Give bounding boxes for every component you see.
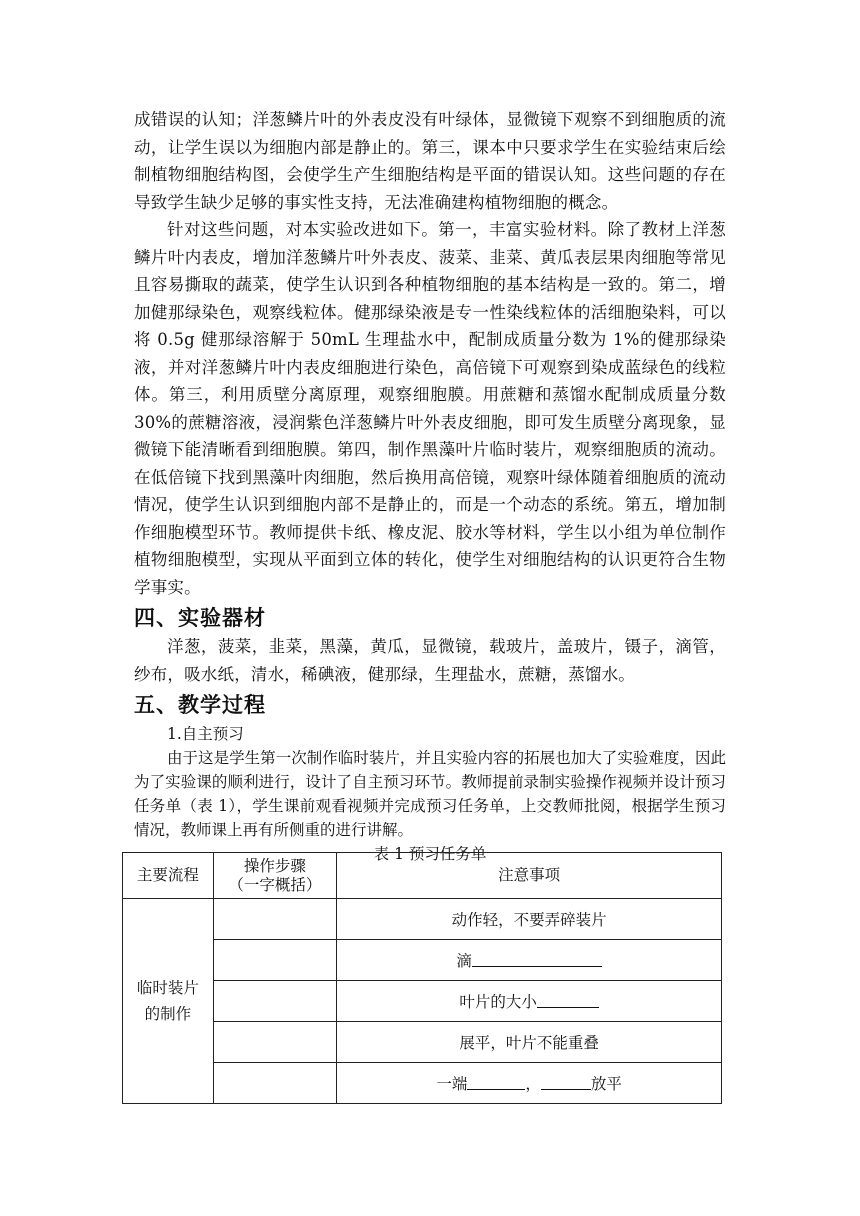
table-row (123, 981, 722, 1022)
table-header-row (123, 853, 722, 899)
fill-in-blank[interactable] (541, 1075, 591, 1090)
note-text: 滴 (456, 952, 472, 970)
note-cell (337, 981, 722, 1022)
note-cell (337, 1063, 722, 1104)
header-main-process-label: 主要流程 (136, 866, 199, 884)
note-text: ， (525, 1075, 541, 1093)
note-text: 一端 (436, 1075, 468, 1093)
subsection-title-self-preview: 1.自主预习 (167, 725, 244, 743)
step-cell[interactable] (213, 981, 337, 1022)
equipment-list: 洋葱，菠菜，韭菜，黑藻，黄瓜，显微镜，载玻片，盖玻片，镊子，滴管，纱布，吸水纸，清水，稀碘液，健那绿，生理盐水，蔗糖，蒸馏水。 (134, 637, 726, 684)
note-text: 叶片的大小 (459, 993, 537, 1011)
note-cell (337, 940, 722, 981)
step-cell[interactable] (213, 899, 337, 940)
table-row (123, 940, 722, 981)
step-cell[interactable] (213, 1022, 337, 1063)
document-body (134, 106, 726, 864)
section-heading-teaching-process: 五、教学过程 (134, 693, 266, 717)
paragraph-improvements: 针对这些问题，对本实验改进如下。第一，丰富实验材料。除了教材上洋葱鳞片叶内表皮，增加洋葱鳞片叶外表皮、菠菜、韭菜、黄瓜表层果肉细胞等常见且容易撕取的蔬菜，使学生认识到各种植物细胞的基本结构是一致的。第二，增加健那绿染色，观察线粒体。健那绿染液是专一性染线粒体的活细胞染料，可以将 0.5g 健那绿溶解于 50mL 生理盐水中，配制成质量分数为 1%的健那绿染液，并对洋葱鳞片叶内表皮细胞进行染色，高倍镜下可观察到染成蓝绿色的线粒体。第三，利用质壁分离原理，观察细胞膜。用蔗糖和蒸馏水配制成质量分数 30%的蔗糖溶液，浸润紫色洋葱鳞片叶外表皮细胞，即可发生质壁分离现象，显微镜下能清晰看到细胞膜。第四，制作黑藻叶片临时装片，观察细胞质的流动。在低倍镜下找到黑藻叶肉细胞，然后换用高倍镜，观察叶绿体随着细胞质的流动情况，使学生认识到细胞内部不是静止的，而是一个动态的系统。第五，增加制作细胞模型环节。教师提供卡纸、橡皮泥、胶水等材料，学生以小组为单位制作植物细胞模型，实现从平面到立体的转化，使学生对细胞结构的认识更符合生物学事实。 (134, 220, 726, 597)
paragraph-problems: 成错误的认知；洋葱鳞片叶的外表皮没有叶绿体，显微镜下观察不到细胞质的流动，让学生误以为细胞内部是静止的。第三，课本中只要求学生在实验结束后绘制植物细胞结构图，会使学生产生细胞结构是平面的错误认知。这些问题的存在导致学生缺少足够的事实性支持，无法准确建构植物细胞的概念。 (134, 110, 726, 212)
table-row (123, 899, 722, 940)
note-cell (337, 899, 722, 940)
table-row (123, 1063, 722, 1104)
note-text: 放平 (590, 1075, 622, 1093)
header-notes (337, 853, 722, 899)
table-row (123, 1022, 722, 1063)
fill-in-blank[interactable] (472, 952, 602, 967)
process-label-line1: 临时装片 (136, 979, 199, 997)
process-label-line2: 的制作 (144, 1005, 192, 1023)
header-main-process (123, 853, 214, 899)
note-text: 动作轻，不要弄碎装片 (451, 911, 607, 929)
note-cell (337, 1022, 722, 1063)
paragraph-self-preview: 由于这是学生第一次制作临时装片，并且实验内容的拓展也加大了实验难度，因此为了实验课的顺利进行，设计了自主预习环节。教师提前录制实验操作视频并设计预习任务单（表 1），学生课前观看视频并完成预习任务单，上交教师批阅，根据学生预习情况，教师课上再有所侧重的进行讲解。 (134, 749, 726, 839)
header-operation-step-line1: 操作步骤 (243, 856, 306, 875)
header-operation-step-line2: （一字概括） (228, 875, 322, 894)
fill-in-blank[interactable] (537, 993, 599, 1008)
note-text: 展平，叶片不能重叠 (459, 1034, 599, 1052)
fill-in-blank[interactable] (467, 1075, 525, 1090)
header-notes-label: 注意事项 (498, 866, 561, 884)
header-operation-step (213, 853, 337, 899)
preview-task-table (122, 852, 722, 1104)
step-cell[interactable] (213, 1063, 337, 1104)
section-heading-equipment: 四、实验器材 (134, 606, 266, 630)
step-cell[interactable] (213, 940, 337, 981)
table-caption: 表 1 预习任务单 (373, 845, 487, 863)
process-cell (123, 899, 214, 1104)
